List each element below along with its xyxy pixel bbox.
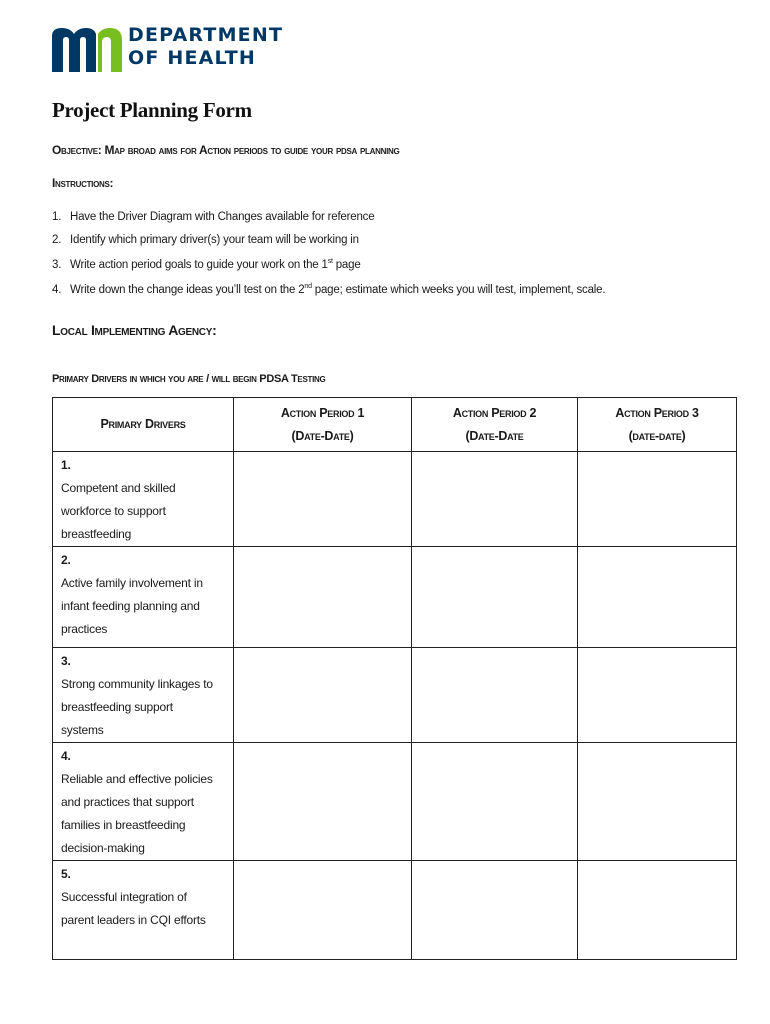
- step-number: 4.: [52, 284, 62, 297]
- step-text: Identify which primary driver(s) your team will be working in: [70, 233, 359, 246]
- step-text-after: page; estimate which weeks you will test, implement, scale.: [311, 284, 606, 297]
- primary-drivers-caption: Primary Drivers in which you are / will begin PDSA Testing: [52, 373, 326, 385]
- ap2-input-cell[interactable]: [412, 452, 578, 547]
- header-ap3-title: Action Period 3: [615, 405, 699, 420]
- driver-text: Strong community linkages to breastfeeding support systems: [61, 677, 213, 737]
- header-ap1-dates: (Date-Date): [291, 428, 354, 443]
- ap1-input-cell[interactable]: [234, 547, 412, 648]
- driver-number: 4.: [61, 749, 71, 763]
- objective-line: Objective: Map broad aims for Action periods to guide your pdsa planning: [52, 143, 400, 157]
- step-text-after: page: [332, 258, 361, 271]
- table-header-row: [53, 398, 737, 452]
- table-row: [53, 743, 737, 861]
- logo-line-of-health: OF HEALTH: [128, 47, 256, 69]
- step-superscript: st: [327, 258, 333, 265]
- instruction-step: [52, 251, 605, 276]
- header-action-period-3: [578, 398, 737, 452]
- header-action-period-2: [412, 398, 578, 452]
- ap1-input-cell[interactable]: [234, 861, 412, 960]
- ap2-input-cell[interactable]: [412, 648, 578, 743]
- driver-text: Active family involvement in infant feeding planning and practices: [61, 576, 203, 636]
- table-row: [53, 547, 737, 648]
- instruction-step: [52, 276, 605, 301]
- table-row: [53, 861, 737, 960]
- local-implementing-agency-label: Local Implementing Agency:: [52, 322, 217, 338]
- driver-cell: [53, 743, 234, 861]
- table-row: [53, 648, 737, 743]
- ap3-input-cell[interactable]: [578, 743, 737, 861]
- driver-number: 5.: [61, 867, 71, 881]
- header-ap2-dates: (Date-Date: [465, 428, 524, 443]
- mn-logo-icon: [52, 24, 124, 74]
- driver-cell: [53, 452, 234, 547]
- header-ap2-title: Action Period 2: [452, 405, 537, 420]
- driver-cell: [53, 861, 234, 960]
- ap1-input-cell[interactable]: [234, 648, 412, 743]
- driver-cell: [53, 648, 234, 743]
- logo-wordmark: [128, 24, 283, 70]
- ap3-input-cell[interactable]: [578, 452, 737, 547]
- ap1-input-cell[interactable]: [234, 452, 412, 547]
- ap1-input-cell[interactable]: [234, 743, 412, 861]
- driver-text: Reliable and effective policies and practices that support families in breastfeeding decision-making: [61, 772, 213, 855]
- planning-table: [52, 397, 737, 960]
- instruction-step: [52, 229, 605, 252]
- header-action-period-1: [234, 398, 412, 452]
- instructions-list: [52, 206, 605, 302]
- instruction-step: [52, 206, 605, 229]
- step-text: Write action period goals to guide your work on the 1: [70, 258, 328, 271]
- ap3-input-cell[interactable]: [578, 861, 737, 960]
- driver-number: 3.: [61, 654, 71, 668]
- step-number: 2.: [52, 233, 62, 246]
- ap2-input-cell[interactable]: [412, 861, 578, 960]
- ap2-input-cell[interactable]: [412, 743, 578, 861]
- driver-number: 1.: [61, 458, 71, 472]
- table-row: [53, 452, 737, 547]
- step-number: 3.: [52, 258, 62, 271]
- ap3-input-cell[interactable]: [578, 648, 737, 743]
- driver-text: Competent and skilled workforce to support breastfeeding: [61, 481, 176, 541]
- driver-cell: [53, 547, 234, 648]
- header-ap1-title: Action Period 1: [280, 405, 365, 420]
- ap3-input-cell[interactable]: [578, 547, 737, 648]
- mdh-logo: [52, 24, 284, 76]
- step-number: 1.: [52, 211, 62, 223]
- header-ap3-dates: (date-date): [628, 428, 686, 443]
- step-text: Write down the change ideas you’ll test on the 2: [70, 284, 305, 297]
- page-title: Project Planning Form: [52, 98, 252, 122]
- step-superscript: nd: [304, 283, 312, 291]
- ap2-input-cell[interactable]: [412, 547, 578, 648]
- driver-number: 2.: [61, 553, 71, 567]
- logo-line-department: DEPARTMENT: [128, 24, 284, 46]
- driver-text: Successful integration of parent leaders in CQI efforts: [61, 890, 206, 927]
- header-primary-drivers: Primary Drivers: [53, 398, 234, 452]
- instructions-label: Instructions:: [52, 176, 114, 190]
- step-text: Have the Driver Diagram with Changes available for reference: [70, 211, 375, 223]
